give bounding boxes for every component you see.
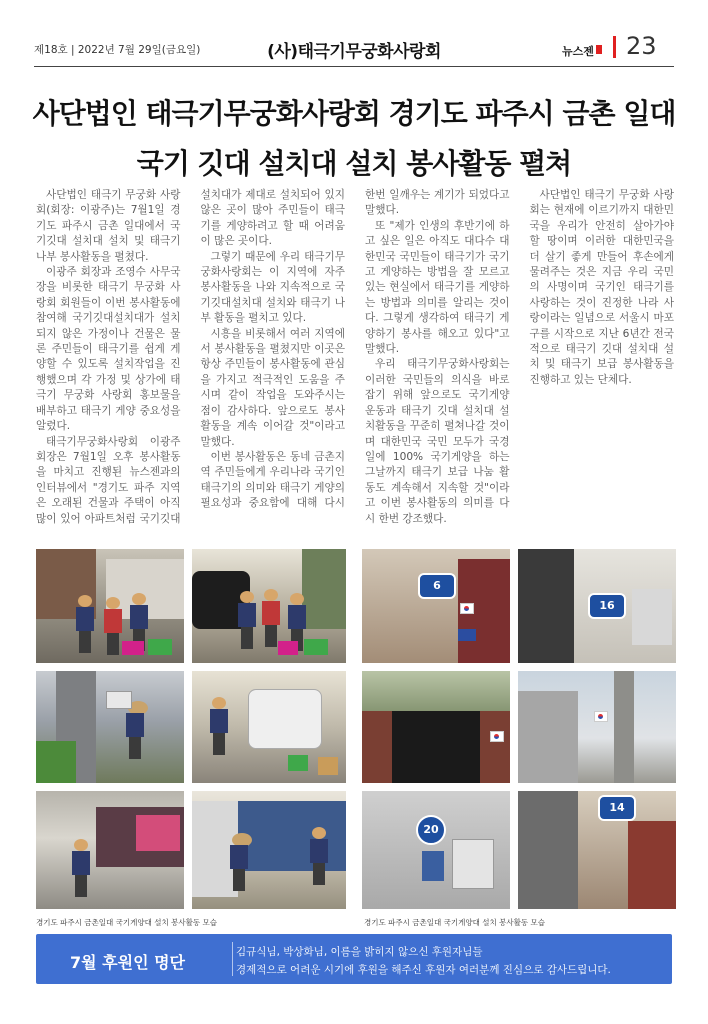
taegukgi-flag-icon — [594, 711, 608, 722]
photo-plate-16 — [518, 549, 676, 663]
address-plate: 16 — [588, 593, 626, 619]
photo-plate-14 — [518, 791, 676, 909]
article-paragraph: 사단법인 태극기 무궁화 사랑회는 현재에 이르기까지 대한민국을 우리가 안전히 살아가야 할 땅이며 이러한 대한민국을 더 살기 좋게 만들어 후손에게 물려주는 것은 지금 우리 국민의 사명이며 국기인 태극기를 사랑하는 것이 진정한 나라 사랑이라는 일념으로 서울시 마포구를 시작으로 지난 6년간 전국적으로 태극기 깃대 설치대 설치 및 태극기 보급 봉사활동을 진행하고 있는 단체다. — [529, 189, 674, 386]
headline-line1: 사단법인 태극기무궁화사랑회 경기도 파주시 금촌 일대 — [32, 97, 676, 130]
taegukgi-flag-icon — [460, 603, 474, 614]
address-plate: 14 — [598, 795, 636, 821]
headline-line2: 국기 깃대 설치대 설치 봉사활동 펼쳐 — [136, 147, 572, 180]
article-paragraph: 태극기무궁화사랑회 이광주 회장은 7월1일 오후 봉사활동을 마치고 진행된 뉴스젠과의 인터뷰에서 "경기도 파주 지역은 오래된 건물과 주택이 아직 많이 있어 아파트처럼 국기깃대 설치대가 제대로 설치되어 있지 않은 곳이 많아 주민들이 태극기를 게양하려고 할 때 어려움이 많은 곳이다. — [36, 189, 345, 525]
donor-title: 7월 후원인 명단 — [70, 953, 186, 972]
taegukgi-flag-icon — [490, 731, 504, 742]
address-plate: 20 — [416, 815, 446, 845]
photo-shopfront-install — [192, 791, 346, 909]
photo-car-supplies — [192, 671, 346, 783]
article-paragraph: 이번 봉사활동은 동네 금촌지역 주민들에게 우리나라 국기인 태극기의 의미와 태극기 게양의 필요성과 중요함에 대해 다시 한번 일깨우는 계기가 되었다고 말했다. — [200, 189, 510, 510]
article-paragraph: 그렇기 때문에 우리 태극기무궁화사랑회는 이 지역에 자주 봉사활동을 나와 지속적으로 국기깃대설치대 설치와 태극기 나부 활동을 펼치고 있다. — [200, 250, 345, 325]
photo-caption-left: 경기도 파주시 금촌일대 국기게양대 설치 봉사활동 모습 — [36, 918, 217, 927]
donor-thanks: 경제적으로 어려운 시기에 후원을 해주신 후원자 여러분께 진심으로 감사드립니다. — [236, 964, 611, 976]
article-paragraph: 우리 태극기무궁화사랑회는 이러한 국민들의 의식을 바로 잡기 위해 앞으로도 국기게양 운동과 태극기 깃대 설치대 설치활동을 꾸준히 펼쳐나갈 것이며 대한민국 국민 모두가 국경일에 100% 국기게양을 하는 그날까지 태극기 보급 나눔 활동도 계속해서 지속할 것"이라고 이번 봉사활동의 의미를 다시 한번 강조했다. — [365, 358, 510, 525]
donor-names: 김규식님, 박상화님, 이름을 밝히지 않으신 후원자님들 — [236, 946, 483, 958]
organization-name: (사)태극기무궁화사랑회 — [267, 42, 441, 62]
photo-grid — [36, 549, 676, 909]
photo-volunteers-group — [36, 549, 184, 663]
header-rule — [34, 66, 674, 67]
brand-logo — [562, 43, 602, 59]
article-paragraph: 시흥을 비롯해서 여러 지역에서 봉사활동을 펼쳤지만 이곳은 항상 주민들이 봉사활동에 관심을 가지고 적극적인 도움을 주시며 같이 작업을 도와주시는 점이 감사하다. 앞으로도 봉사활동을 계속 이어갈 것"이라고 말했다. — [200, 327, 345, 448]
issue-info: 제18호 | 2022년 7월 29일(금요일) — [34, 44, 201, 56]
article-body — [36, 188, 674, 540]
photo-volunteers-car — [192, 549, 346, 663]
photo-plate-6 — [362, 549, 510, 663]
address-plate: 6 — [418, 573, 456, 599]
photo-gate — [362, 671, 510, 783]
brand-name: 뉴스젠 — [562, 45, 594, 58]
donor-divider — [232, 942, 233, 976]
article-paragraph: 이광주 회장과 조영수 사무국장을 비롯한 태극기 무궁화 사랑회 회원들이 이번 봉사활동에 참여해 국기깃대설치대가 설치되지 않은 가정이나 건물은 물론 주민들이 태극기를 쉽게 게양할 수 있도록 설치작업을 진행했으며 각 가정 및 상가에 태극기 무궁화 사랑회 홍보물을 배부하고 태극기 게양 중요성을 알렸다. — [36, 266, 181, 433]
photo-caption-right: 경기도 파주시 금촌일대 국기게양대 설치 봉사활동 모습 — [364, 918, 545, 927]
header-divider — [613, 36, 616, 58]
photo-plate-20 — [362, 791, 510, 909]
photo-pole — [518, 671, 676, 783]
article-paragraph: 또 "제가 인생의 후반기에 하고 싶은 일은 아직도 대다수 대한민국 국민들이 태극기가 국기고 게양하는 방법을 잘 모르고 있는 현실에서 태극기를 게양하는 방법과 의미를 알리는 것이다. 그렇게 생각하여 태극기 게양하기 봉사를 해오고 있다"고 말했다. — [365, 219, 510, 356]
brand-flag-icon — [596, 45, 602, 54]
photo-street-store — [36, 791, 184, 909]
page-number: 23 — [626, 32, 657, 60]
donor-list-banner — [36, 934, 672, 984]
article-paragraph: 사단법인 태극기 무궁화 사랑회(회장: 이광주)는 7월1일 경기도 파주시 금촌 일대에서 국기깃대 설치대 설치 및 태극기 나부 봉사활동을 펼쳤다. — [36, 189, 181, 263]
photo-installing-bracket — [36, 671, 184, 783]
